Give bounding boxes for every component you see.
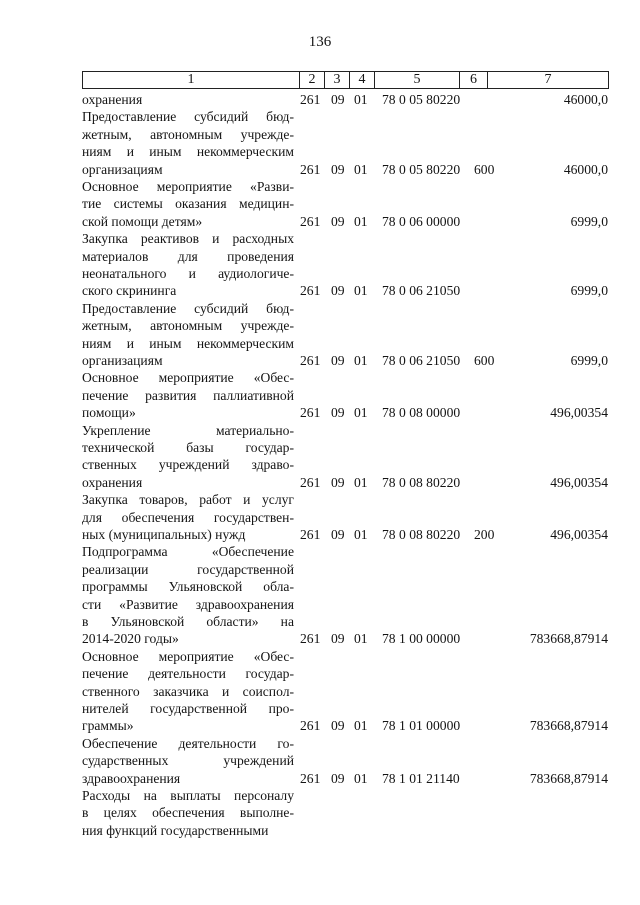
row-cell-c2: 261 xyxy=(300,631,321,647)
header-col-5: 5 xyxy=(375,72,460,88)
row-cell-c3: 09 xyxy=(331,405,345,421)
row-cell-c2: 261 xyxy=(300,213,321,229)
row-name-line: Расходы на выплаты персоналу xyxy=(82,788,294,803)
row-name-line: охранения xyxy=(82,92,143,107)
row-cell-c4: 01 xyxy=(354,283,368,299)
row-cell-c5: 78 1 01 00000 xyxy=(382,718,461,734)
row-cell-c7: 783668,87914 xyxy=(529,631,608,647)
row-cell-c5: 78 0 05 80220 xyxy=(382,92,461,107)
row-name-line: Предоставление субсидий бюд- xyxy=(82,300,294,316)
row-name-line: Предоставление субсидий бюд- xyxy=(82,109,294,125)
row-name-line: в Ульяновской области» на xyxy=(82,613,294,629)
row-name xyxy=(82,230,294,300)
row-name xyxy=(82,787,294,839)
row-cell-c6: 600 xyxy=(474,353,495,368)
row-cell-c3: 09 xyxy=(331,283,345,299)
row-cell-c5: 78 0 08 80220 xyxy=(382,527,461,542)
row-name-line: сти «Развитие здравоохранения xyxy=(82,596,294,612)
row-name-line: Подпрограмма «Обеспечение xyxy=(82,544,294,560)
row-name-line: реализации государственной xyxy=(82,561,294,577)
row-name xyxy=(82,543,294,647)
row-cell-c2: 261 xyxy=(300,283,321,299)
row-name xyxy=(82,178,294,230)
row-name xyxy=(82,735,294,787)
row-name-line: для обеспечения государствен- xyxy=(82,509,294,525)
row-name-line: ния функций государственными xyxy=(82,822,269,838)
row-name-line: программы Ульяновской обла- xyxy=(82,579,294,595)
row-cell-c4: 01 xyxy=(354,353,368,368)
row-cell-c7: 46000,0 xyxy=(563,161,608,177)
row-name-line: ственного заказчика и соиспол- xyxy=(82,683,294,699)
header-col-7: 7 xyxy=(544,72,552,87)
row-name-line: технической базы государ- xyxy=(82,439,294,455)
row-name xyxy=(82,300,294,370)
row-cell-c5: 78 0 08 00000 xyxy=(382,405,461,421)
row-cell-c3: 09 xyxy=(331,631,345,647)
row-name-line: ского скрининга xyxy=(82,283,177,299)
row-cell-c7: 496,00354 xyxy=(550,474,608,490)
row-cell-c7: 496,00354 xyxy=(550,527,608,542)
row-cell-c5: 78 0 08 80220 xyxy=(382,474,461,490)
row-cell-c3: 09 xyxy=(331,92,345,107)
row-cell-c7: 783668,87914 xyxy=(529,770,608,786)
row-name-line: Основное мероприятие «Обес- xyxy=(82,648,294,664)
row-name-line: нителей государственной про- xyxy=(82,700,294,716)
row-name-line: ской помощи детям» xyxy=(82,213,203,229)
row-cell-c4: 01 xyxy=(354,770,368,786)
row-name-line: сударственных учреждений xyxy=(82,753,294,769)
row-name-line: жетным, автономным учрежде- xyxy=(82,126,294,142)
header-col-3: 3 xyxy=(325,72,350,88)
row-name-line: ственных учреждений здраво- xyxy=(82,457,294,473)
row-name-line: ниям и иным некоммерческим xyxy=(82,144,294,160)
header-col-2: 2 xyxy=(300,72,325,88)
row-cell-c5: 78 0 06 21050 xyxy=(382,353,461,368)
row-name-line: организациям xyxy=(82,161,163,177)
row-cell-c2: 261 xyxy=(300,92,321,107)
row-cell-c2: 261 xyxy=(300,161,321,177)
row-cell-c4: 01 xyxy=(354,161,368,177)
row-name-line: неонатального и аудиологиче- xyxy=(82,265,294,281)
row-name-line: Укрепление материально- xyxy=(82,422,294,438)
row-name-line: 2014-2020 годы» xyxy=(82,631,179,647)
row-cell-c4: 01 xyxy=(354,718,368,734)
row-name xyxy=(82,491,294,543)
row-cell-c3: 09 xyxy=(331,770,345,786)
row-name xyxy=(82,108,294,178)
row-cell-c2: 261 xyxy=(300,770,321,786)
row-cell-c7: 6999,0 xyxy=(570,353,608,368)
row-cell-c6: 200 xyxy=(474,527,495,542)
row-cell-c3: 09 xyxy=(331,718,345,734)
row-name xyxy=(82,422,294,492)
row-cell-c2: 261 xyxy=(300,353,321,368)
row-name-line: Обеспечение деятельности го- xyxy=(82,735,294,751)
row-cell-c6: 600 xyxy=(474,161,495,177)
row-cell-c3: 09 xyxy=(331,161,345,177)
row-cell-c7: 783668,87914 xyxy=(529,718,608,734)
row-cell-c3: 09 xyxy=(331,353,345,368)
row-cell-c4: 01 xyxy=(354,92,368,107)
row-cell-c4: 01 xyxy=(354,213,368,229)
header-col-6: 6 xyxy=(460,72,488,88)
row-cell-c2: 261 xyxy=(300,405,321,421)
row-cell-c7: 6999,0 xyxy=(570,283,608,299)
row-name-line: помощи» xyxy=(82,405,136,421)
row-name-line: охранения xyxy=(82,474,143,490)
row-name xyxy=(82,369,294,421)
row-name xyxy=(82,648,294,735)
row-cell-c2: 261 xyxy=(300,474,321,490)
row-cell-c5: 78 0 06 00000 xyxy=(382,213,461,229)
row-cell-c3: 09 xyxy=(331,474,345,490)
row-name-line: в целях обеспечения выполне- xyxy=(82,805,294,821)
row-name-line: граммы» xyxy=(82,718,134,734)
row-cell-c3: 09 xyxy=(331,213,345,229)
row-name-line: печение развития паллиативной xyxy=(82,387,294,403)
row-cell-c5: 78 1 01 21140 xyxy=(382,770,460,786)
row-name-line: здравоохранения xyxy=(82,770,181,786)
row-name-line: ных (муниципальных) нужд xyxy=(82,526,246,542)
row-cell-c5: 78 1 00 00000 xyxy=(382,631,461,647)
row-name-line: тие системы оказания медицин- xyxy=(82,196,294,212)
row-cell-c5: 78 0 05 80220 xyxy=(382,161,461,177)
row-cell-c4: 01 xyxy=(354,527,368,542)
header-col-1: 1 xyxy=(83,72,300,88)
row-name-line: ниям и иным некоммерческим xyxy=(82,335,294,351)
row-cell-c5: 78 0 06 21050 xyxy=(382,283,461,299)
row-name xyxy=(82,91,294,108)
row-cell-c4: 01 xyxy=(354,474,368,490)
row-name-line: материалов для проведения xyxy=(82,248,294,264)
row-name-line: Закупка реактивов и расходных xyxy=(82,231,294,247)
row-name-line: Основное мероприятие «Обес- xyxy=(82,370,294,386)
header-col-4: 4 xyxy=(350,72,375,88)
row-name-line: жетным, автономным учрежде- xyxy=(82,318,294,334)
row-cell-c7: 46000,0 xyxy=(563,92,608,107)
row-name-line: организациям xyxy=(82,352,163,368)
row-cell-c2: 261 xyxy=(300,718,321,734)
row-cell-c7: 496,00354 xyxy=(550,405,608,421)
row-name-line: Основное мероприятие «Разви- xyxy=(82,179,294,194)
row-cell-c7: 6999,0 xyxy=(570,213,608,229)
row-cell-c4: 01 xyxy=(354,405,368,421)
row-cell-c4: 01 xyxy=(354,631,368,647)
row-name-line: печение деятельности государ- xyxy=(82,666,294,682)
row-cell-c2: 261 xyxy=(300,527,321,542)
row-name-line: Закупка товаров, работ и услуг xyxy=(82,492,294,508)
page-number: 136 xyxy=(308,34,332,50)
row-cell-c3: 09 xyxy=(331,527,345,542)
